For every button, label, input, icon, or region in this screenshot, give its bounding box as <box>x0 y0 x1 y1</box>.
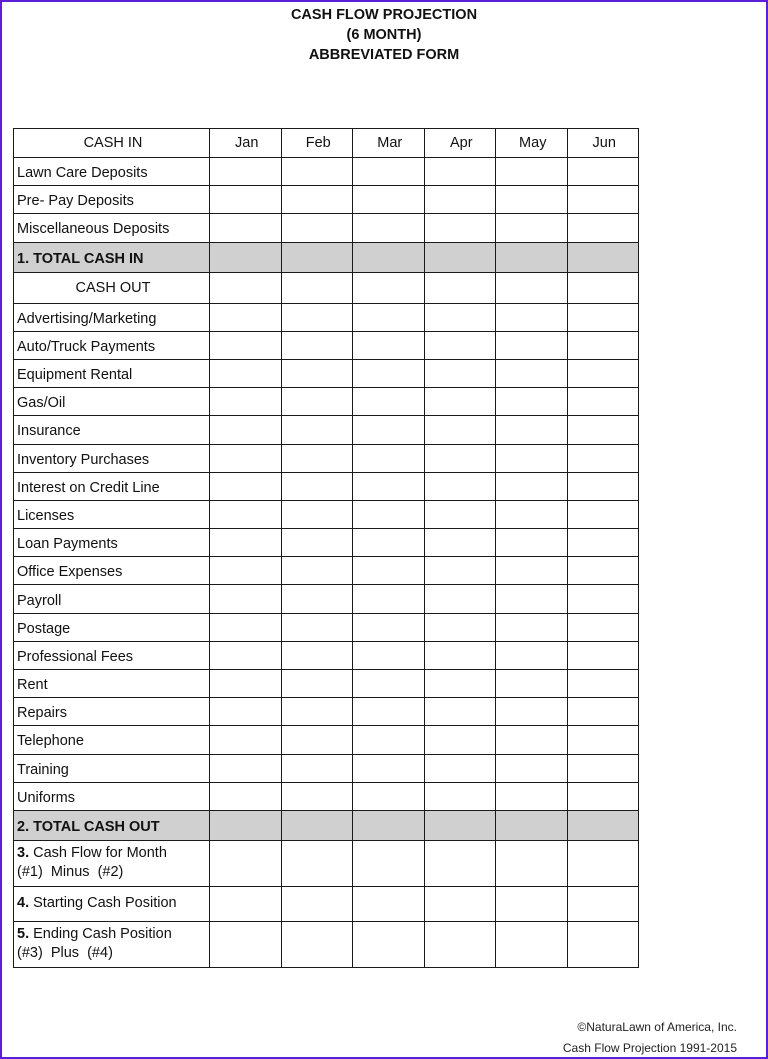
entry-cell-cash-out-row-5-feb[interactable] <box>281 444 353 472</box>
entry-cell-cash-out-row-16-jan[interactable] <box>210 754 282 782</box>
entry-cell-cash-out-row-9-apr[interactable] <box>424 557 496 585</box>
entry-cell-cash-in-row-2-mar[interactable] <box>353 214 425 242</box>
cash-out-row-7-label: Licenses <box>14 500 210 528</box>
entry-cell-cash-out-row-15-apr[interactable] <box>424 726 496 754</box>
entry-cell-cash-out-row-11-mar[interactable] <box>353 613 425 641</box>
title-line-3: ABBREVIATED FORM <box>308 47 460 63</box>
entry-cell-cash-out-row-0-apr[interactable] <box>424 303 496 331</box>
entry-cell-cash-out-row-1-apr[interactable] <box>424 331 496 359</box>
entry-cell-cash-out-row-7-mar[interactable] <box>353 500 425 528</box>
cash-out-row-10-label: Payroll <box>14 585 210 613</box>
entry-cell-total-cash-out-row-jan[interactable] <box>210 810 282 840</box>
month-header-jun: Jun <box>567 129 639 158</box>
entry-cell-cash-out-row-10-may[interactable] <box>496 585 568 613</box>
entry-cell-cash-out-row-7-may[interactable] <box>496 500 568 528</box>
cash-in-header: CASH IN <box>14 129 210 158</box>
entry-cell-cash-out-row-2-apr[interactable] <box>424 359 496 387</box>
entry-cell-cash-out-row-6-may[interactable] <box>496 472 568 500</box>
entry-cell-summary-4-apr[interactable] <box>424 886 496 921</box>
entry-cell-cash-out-header-feb[interactable] <box>281 272 353 303</box>
entry-cell-cash-out-row-5-may[interactable] <box>496 444 568 472</box>
entry-cell-cash-out-row-1-jan[interactable] <box>210 331 282 359</box>
entry-cell-cash-out-row-2-feb[interactable] <box>281 359 353 387</box>
summary-formula: (#1) Minus (#2) <box>17 864 124 881</box>
entry-cell-cash-out-row-16-may[interactable] <box>496 754 568 782</box>
summary-number: 4. <box>17 895 30 912</box>
entry-cell-cash-out-row-13-feb[interactable] <box>281 670 353 698</box>
cash-out-row-4-label: Insurance <box>14 416 210 444</box>
entry-cell-cash-out-row-11-apr[interactable] <box>424 613 496 641</box>
cash-out-row-8-label: Loan Payments <box>14 529 210 557</box>
cash-flow-table <box>13 128 639 968</box>
summary-label-line-1 <box>17 844 209 863</box>
entry-cell-cash-out-row-17-jan[interactable] <box>210 782 282 810</box>
cash-out-row-12 <box>14 641 639 669</box>
month-header-apr: Apr <box>424 129 496 158</box>
entry-cell-total-cash-in-row-mar[interactable] <box>353 242 425 272</box>
summary-formula: (#3) Plus (#4) <box>17 945 113 962</box>
entry-cell-cash-out-row-2-mar[interactable] <box>353 359 425 387</box>
entry-cell-cash-out-row-14-jun[interactable] <box>567 698 639 726</box>
cash-out-row-1-label: Auto/Truck Payments <box>14 331 210 359</box>
cash-out-row-15 <box>14 726 639 754</box>
entry-cell-cash-out-row-13-jun[interactable] <box>567 670 639 698</box>
total-cash-in-row-label: 1. TOTAL CASH IN <box>14 242 210 272</box>
entry-cell-cash-out-row-0-mar[interactable] <box>353 303 425 331</box>
entry-cell-summary-3-may[interactable] <box>496 840 568 886</box>
entry-cell-summary-5-feb[interactable] <box>281 921 353 967</box>
entry-cell-cash-out-row-10-jan[interactable] <box>210 585 282 613</box>
entry-cell-cash-in-row-0-jan[interactable] <box>210 158 282 186</box>
entry-cell-summary-5-jan[interactable] <box>210 921 282 967</box>
entry-cell-cash-out-row-11-jun[interactable] <box>567 613 639 641</box>
entry-cell-cash-out-header-jan[interactable] <box>210 272 282 303</box>
entry-cell-cash-out-row-9-jan[interactable] <box>210 557 282 585</box>
entry-cell-cash-out-row-9-jun[interactable] <box>567 557 639 585</box>
entry-cell-total-cash-in-row-jun[interactable] <box>567 242 639 272</box>
cash-out-row-8 <box>14 529 639 557</box>
copyright-text: ©NaturaLawn of America, Inc. <box>577 1020 737 1034</box>
cash-out-row-6 <box>14 472 639 500</box>
entry-cell-summary-3-apr[interactable] <box>424 840 496 886</box>
entry-cell-cash-out-row-16-apr[interactable] <box>424 754 496 782</box>
entry-cell-cash-out-header-mar[interactable] <box>353 272 425 303</box>
summary-row-5-label <box>14 921 210 967</box>
footer <box>563 1017 737 1059</box>
entry-cell-cash-out-row-11-feb[interactable] <box>281 613 353 641</box>
entry-cell-cash-in-row-2-may[interactable] <box>496 214 568 242</box>
entry-cell-summary-3-jun[interactable] <box>567 840 639 886</box>
entry-cell-cash-out-row-3-apr[interactable] <box>424 388 496 416</box>
cash-out-row-9-label: Office Expenses <box>14 557 210 585</box>
entry-cell-summary-5-may[interactable] <box>496 921 568 967</box>
summary-row-5 <box>14 921 639 967</box>
entry-cell-cash-out-row-13-mar[interactable] <box>353 670 425 698</box>
summary-label-line-1 <box>17 925 209 944</box>
entry-cell-cash-out-row-15-mar[interactable] <box>353 726 425 754</box>
entry-cell-cash-out-row-17-may[interactable] <box>496 782 568 810</box>
cash-out-header-row <box>14 272 639 303</box>
entry-cell-cash-in-row-2-feb[interactable] <box>281 214 353 242</box>
summary-row-3 <box>14 840 639 886</box>
entry-cell-cash-out-row-16-jun[interactable] <box>567 754 639 782</box>
entry-cell-cash-out-row-14-mar[interactable] <box>353 698 425 726</box>
entry-cell-cash-out-row-15-jan[interactable] <box>210 726 282 754</box>
entry-cell-total-cash-out-row-mar[interactable] <box>353 810 425 840</box>
cash-out-row-9 <box>14 557 639 585</box>
total-cash-out-row-label: 2. TOTAL CASH OUT <box>14 810 210 840</box>
cash-out-row-15-label: Telephone <box>14 726 210 754</box>
entry-cell-total-cash-out-row-jun[interactable] <box>567 810 639 840</box>
entry-cell-cash-out-row-9-mar[interactable] <box>353 557 425 585</box>
entry-cell-cash-out-row-17-apr[interactable] <box>424 782 496 810</box>
cash-out-row-13 <box>14 670 639 698</box>
cash-in-row-1-label: Pre- Pay Deposits <box>14 186 210 214</box>
entry-cell-cash-out-row-9-may[interactable] <box>496 557 568 585</box>
entry-cell-cash-out-row-6-mar[interactable] <box>353 472 425 500</box>
entry-cell-cash-in-row-1-jun[interactable] <box>567 186 639 214</box>
summary-text: Cash Flow for Month <box>29 845 167 862</box>
entry-cell-total-cash-in-row-feb[interactable] <box>281 242 353 272</box>
title-line-1: CASH FLOW PROJECTION <box>290 7 478 23</box>
entry-cell-cash-out-row-5-apr[interactable] <box>424 444 496 472</box>
entry-cell-cash-in-row-0-jun[interactable] <box>567 158 639 186</box>
total-cash-out-row <box>14 810 639 840</box>
cash-in-row-0-label: Lawn Care Deposits <box>14 158 210 186</box>
cash-out-row-0-label: Advertising/Marketing <box>14 303 210 331</box>
entry-cell-cash-out-row-9-feb[interactable] <box>281 557 353 585</box>
entry-cell-total-cash-in-row-apr[interactable] <box>424 242 496 272</box>
entry-cell-cash-in-row-2-jun[interactable] <box>567 214 639 242</box>
entry-cell-cash-out-row-11-may[interactable] <box>496 613 568 641</box>
entry-cell-cash-out-row-4-jun[interactable] <box>567 416 639 444</box>
cash-out-row-12-label: Professional Fees <box>14 641 210 669</box>
entry-cell-cash-out-row-2-jan[interactable] <box>210 359 282 387</box>
summary-number: 5. <box>17 926 30 943</box>
entry-cell-cash-out-row-2-may[interactable] <box>496 359 568 387</box>
entry-cell-cash-in-row-1-apr[interactable] <box>424 186 496 214</box>
summary-row-3-label <box>14 840 210 886</box>
cash-out-row-3-label: Gas/Oil <box>14 388 210 416</box>
entry-cell-cash-out-row-4-mar[interactable] <box>353 416 425 444</box>
entry-cell-cash-in-row-1-feb[interactable] <box>281 186 353 214</box>
cash-out-row-14 <box>14 698 639 726</box>
entry-cell-cash-out-row-17-feb[interactable] <box>281 782 353 810</box>
entry-cell-cash-out-row-5-jan[interactable] <box>210 444 282 472</box>
cash-out-row-3 <box>14 388 639 416</box>
entry-cell-cash-out-row-1-may[interactable] <box>496 331 568 359</box>
entry-cell-cash-out-row-14-feb[interactable] <box>281 698 353 726</box>
entry-cell-cash-out-row-4-apr[interactable] <box>424 416 496 444</box>
summary-label-line-1 <box>17 894 209 913</box>
cash-out-row-1 <box>14 331 639 359</box>
entry-cell-cash-out-row-7-jan[interactable] <box>210 500 282 528</box>
summary-number: 3. <box>17 845 30 862</box>
cash-out-header: CASH OUT <box>14 272 210 303</box>
entry-cell-cash-out-row-5-mar[interactable] <box>353 444 425 472</box>
header-row <box>14 129 639 158</box>
entry-cell-cash-out-row-8-apr[interactable] <box>424 529 496 557</box>
entry-cell-cash-out-row-3-jan[interactable] <box>210 388 282 416</box>
entry-cell-cash-out-row-10-apr[interactable] <box>424 585 496 613</box>
entry-cell-cash-out-row-4-may[interactable] <box>496 416 568 444</box>
entry-cell-cash-out-row-10-mar[interactable] <box>353 585 425 613</box>
entry-cell-cash-in-row-0-feb[interactable] <box>281 158 353 186</box>
entry-cell-cash-out-row-11-jan[interactable] <box>210 613 282 641</box>
total-cash-in-row <box>14 242 639 272</box>
entry-cell-cash-out-row-15-may[interactable] <box>496 726 568 754</box>
summary-text: Ending Cash Position <box>29 926 172 943</box>
entry-cell-cash-out-row-8-may[interactable] <box>496 529 568 557</box>
entry-cell-total-cash-out-row-may[interactable] <box>496 810 568 840</box>
cash-out-row-16-label: Training <box>14 754 210 782</box>
cash-in-row-1 <box>14 186 639 214</box>
entry-cell-cash-out-row-16-mar[interactable] <box>353 754 425 782</box>
cash-out-row-2-label: Equipment Rental <box>14 359 210 387</box>
entry-cell-cash-out-row-13-apr[interactable] <box>424 670 496 698</box>
month-header-may: May <box>496 129 568 158</box>
entry-cell-cash-out-row-8-jan[interactable] <box>210 529 282 557</box>
document-name: Cash Flow Projection 1991-2015 <box>562 1041 737 1055</box>
entry-cell-cash-out-row-7-jun[interactable] <box>567 500 639 528</box>
cash-out-row-11 <box>14 613 639 641</box>
entry-cell-cash-out-row-10-jun[interactable] <box>567 585 639 613</box>
cash-out-row-7 <box>14 500 639 528</box>
summary-row-4 <box>14 886 639 921</box>
entry-cell-cash-out-row-6-feb[interactable] <box>281 472 353 500</box>
entry-cell-total-cash-out-row-feb[interactable] <box>281 810 353 840</box>
entry-cell-cash-in-row-1-jan[interactable] <box>210 186 282 214</box>
entry-cell-cash-out-row-6-apr[interactable] <box>424 472 496 500</box>
cash-in-row-2-label: Miscellaneous Deposits <box>14 214 210 242</box>
entry-cell-cash-in-row-1-may[interactable] <box>496 186 568 214</box>
summary-text: Starting Cash Position <box>29 895 177 912</box>
cash-out-row-5-label: Inventory Purchases <box>14 444 210 472</box>
entry-cell-summary-4-mar[interactable] <box>353 886 425 921</box>
entry-cell-summary-5-jun[interactable] <box>567 921 639 967</box>
entry-cell-summary-3-feb[interactable] <box>281 840 353 886</box>
entry-cell-cash-out-row-3-mar[interactable] <box>353 388 425 416</box>
cash-out-row-4 <box>14 416 639 444</box>
cash-out-row-13-label: Rent <box>14 670 210 698</box>
entry-cell-cash-in-row-0-may[interactable] <box>496 158 568 186</box>
month-header-jan: Jan <box>210 129 282 158</box>
entry-cell-cash-out-row-12-jan[interactable] <box>210 641 282 669</box>
month-header-mar: Mar <box>353 129 425 158</box>
entry-cell-cash-in-row-2-apr[interactable] <box>424 214 496 242</box>
entry-cell-cash-out-row-13-may[interactable] <box>496 670 568 698</box>
entry-cell-cash-in-row-0-apr[interactable] <box>424 158 496 186</box>
entry-cell-summary-3-mar[interactable] <box>353 840 425 886</box>
entry-cell-cash-out-row-1-feb[interactable] <box>281 331 353 359</box>
entry-cell-cash-out-row-0-may[interactable] <box>496 303 568 331</box>
entry-cell-cash-out-row-7-feb[interactable] <box>281 500 353 528</box>
entry-cell-cash-out-row-8-feb[interactable] <box>281 529 353 557</box>
entry-cell-summary-4-feb[interactable] <box>281 886 353 921</box>
entry-cell-cash-out-row-4-jan[interactable] <box>210 416 282 444</box>
entry-cell-summary-5-mar[interactable] <box>353 921 425 967</box>
entry-cell-total-cash-in-row-jan[interactable] <box>210 242 282 272</box>
entry-cell-cash-in-row-1-mar[interactable] <box>353 186 425 214</box>
entry-cell-cash-out-row-14-may[interactable] <box>496 698 568 726</box>
cash-out-row-5 <box>14 444 639 472</box>
cash-out-row-16 <box>14 754 639 782</box>
entry-cell-cash-out-header-jun[interactable] <box>567 272 639 303</box>
entry-cell-cash-out-row-12-may[interactable] <box>496 641 568 669</box>
entry-cell-cash-out-row-14-jan[interactable] <box>210 698 282 726</box>
title-line-2: (6 MONTH) <box>346 27 422 43</box>
month-header-feb: Feb <box>281 129 353 158</box>
cash-out-row-14-label: Repairs <box>14 698 210 726</box>
cash-out-row-6-label: Interest on Credit Line <box>14 472 210 500</box>
cash-out-row-17-label: Uniforms <box>14 782 210 810</box>
cash-in-row-2 <box>14 214 639 242</box>
entry-cell-cash-out-row-3-may[interactable] <box>496 388 568 416</box>
entry-cell-cash-out-row-17-mar[interactable] <box>353 782 425 810</box>
entry-cell-cash-out-row-7-apr[interactable] <box>424 500 496 528</box>
entry-cell-cash-out-row-12-apr[interactable] <box>424 641 496 669</box>
entry-cell-total-cash-in-row-may[interactable] <box>496 242 568 272</box>
entry-cell-cash-out-row-8-mar[interactable] <box>353 529 425 557</box>
entry-cell-cash-out-row-3-feb[interactable] <box>281 388 353 416</box>
entry-cell-summary-3-jan[interactable] <box>210 840 282 886</box>
entry-cell-total-cash-out-row-apr[interactable] <box>424 810 496 840</box>
entry-cell-cash-out-row-1-jun[interactable] <box>567 331 639 359</box>
entry-cell-summary-5-apr[interactable] <box>424 921 496 967</box>
entry-cell-cash-out-row-15-feb[interactable] <box>281 726 353 754</box>
entry-cell-cash-out-header-may[interactable] <box>496 272 568 303</box>
entry-cell-cash-out-row-4-feb[interactable] <box>281 416 353 444</box>
entry-cell-summary-4-jun[interactable] <box>567 886 639 921</box>
entry-cell-cash-out-row-6-jan[interactable] <box>210 472 282 500</box>
entry-cell-cash-out-row-2-jun[interactable] <box>567 359 639 387</box>
entry-cell-cash-out-row-17-jun[interactable] <box>567 782 639 810</box>
entry-cell-cash-out-row-12-jun[interactable] <box>567 641 639 669</box>
entry-cell-cash-out-row-0-jun[interactable] <box>567 303 639 331</box>
document-title <box>0 5 768 65</box>
entry-cell-cash-out-row-16-feb[interactable] <box>281 754 353 782</box>
entry-cell-cash-out-header-apr[interactable] <box>424 272 496 303</box>
entry-cell-cash-out-row-10-feb[interactable] <box>281 585 353 613</box>
cash-out-row-0 <box>14 303 639 331</box>
cash-out-row-10 <box>14 585 639 613</box>
entry-cell-cash-in-row-2-jan[interactable] <box>210 214 282 242</box>
entry-cell-cash-in-row-0-mar[interactable] <box>353 158 425 186</box>
entry-cell-cash-out-row-0-jan[interactable] <box>210 303 282 331</box>
entry-cell-summary-4-may[interactable] <box>496 886 568 921</box>
cash-out-row-2 <box>14 359 639 387</box>
entry-cell-cash-out-row-5-jun[interactable] <box>567 444 639 472</box>
entry-cell-cash-out-row-12-feb[interactable] <box>281 641 353 669</box>
entry-cell-cash-out-row-14-apr[interactable] <box>424 698 496 726</box>
entry-cell-cash-out-row-15-jun[interactable] <box>567 726 639 754</box>
entry-cell-cash-out-row-13-jan[interactable] <box>210 670 282 698</box>
entry-cell-cash-out-row-6-jun[interactable] <box>567 472 639 500</box>
entry-cell-summary-4-jan[interactable] <box>210 886 282 921</box>
entry-cell-cash-out-row-3-jun[interactable] <box>567 388 639 416</box>
entry-cell-cash-out-row-12-mar[interactable] <box>353 641 425 669</box>
entry-cell-cash-out-row-1-mar[interactable] <box>353 331 425 359</box>
entry-cell-cash-out-row-0-feb[interactable] <box>281 303 353 331</box>
cash-in-row-0 <box>14 158 639 186</box>
cash-out-row-17 <box>14 782 639 810</box>
summary-row-4-label <box>14 886 210 921</box>
cash-out-row-11-label: Postage <box>14 613 210 641</box>
entry-cell-cash-out-row-8-jun[interactable] <box>567 529 639 557</box>
